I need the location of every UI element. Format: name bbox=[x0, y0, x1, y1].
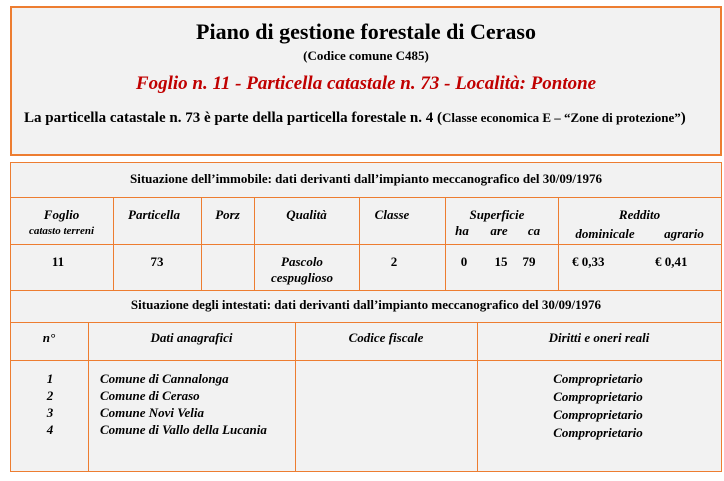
intestati-row-4-n: 4 bbox=[46, 422, 54, 437]
col-superficie: Superficie bbox=[469, 207, 525, 222]
parcel-description bbox=[24, 108, 704, 128]
col-dati-anagrafici: Dati anagrafici bbox=[150, 330, 233, 345]
intestati-row-4-nome: Comune di Vallo della Lucania bbox=[100, 422, 267, 437]
row-qualita: Pascolo cespuglioso bbox=[270, 254, 334, 285]
col-reddito-agrario: agrario bbox=[664, 226, 704, 241]
intestati-row-3-diritti: Comproprietario bbox=[553, 407, 643, 422]
parcel-subtitle: Foglio n. 11 - Particella catastale n. 73 - Località: Pontone bbox=[135, 73, 597, 94]
description-end: ) bbox=[680, 110, 686, 126]
intestati-row-4-diritti: Comproprietario bbox=[553, 425, 643, 440]
intestati-row-2-diritti: Comproprietario bbox=[553, 389, 643, 404]
intestati-row-1-nome: Comune di Cannalonga bbox=[100, 371, 229, 386]
intestati-row-3-n: 3 bbox=[46, 405, 54, 420]
row-dominicale: € 0,33 bbox=[572, 254, 605, 269]
col-reddito: Reddito bbox=[618, 207, 661, 222]
col-particella: Particella bbox=[128, 207, 180, 222]
description-main: La particella catastale n. 73 è parte della particella forestale n. 4 ( bbox=[24, 110, 442, 126]
intestati-row-2-nome: Comune di Ceraso bbox=[100, 388, 200, 403]
document-title: Piano di gestione forestale di Ceraso bbox=[196, 19, 536, 44]
row-foglio: 11 bbox=[51, 254, 65, 269]
row-particella: 73 bbox=[150, 254, 164, 269]
col-porz: Porz bbox=[215, 207, 240, 222]
col-foglio-sub-text: catasto terreni bbox=[28, 225, 95, 237]
intestati-section-title: Situazione degli intestati: dati derivanti dall’impianto meccanografico del 30/09/1976 bbox=[130, 297, 602, 312]
col-codice-fiscale: Codice fiscale bbox=[348, 330, 424, 345]
row-ca: 79 bbox=[522, 254, 536, 269]
description-class: Classe economica E – “Zone di protezione” bbox=[441, 110, 681, 125]
col-superficie-ha: ha bbox=[455, 223, 469, 238]
immobile-section-title: Situazione dell’immobile: dati derivanti dall’impianto meccanografico del 30/09/1976 bbox=[130, 171, 602, 186]
row-classe: 2 bbox=[390, 254, 398, 269]
intestati-row-3-nome: Comune Novi Velia bbox=[100, 405, 205, 420]
col-diritti: Diritti e oneri reali bbox=[548, 330, 650, 345]
row-are: 15 bbox=[494, 254, 508, 269]
intestati-row-1-diritti: Comproprietario bbox=[553, 371, 643, 386]
col-superficie-ca: ca bbox=[527, 223, 541, 238]
row-ha: 0 bbox=[460, 254, 468, 269]
col-foglio: Foglio bbox=[43, 207, 80, 222]
col-superficie-are: are bbox=[490, 223, 508, 238]
header-panel bbox=[10, 6, 722, 156]
intestati-row-1-n: 1 bbox=[46, 371, 54, 386]
col-n: n° bbox=[42, 330, 56, 345]
col-qualita: Qualità bbox=[286, 207, 327, 222]
col-foglio-sub bbox=[10, 223, 113, 239]
row-agrario: € 0,41 bbox=[655, 254, 688, 269]
comune-code: (Codice comune C485) bbox=[303, 48, 429, 63]
col-classe: Classe bbox=[374, 207, 410, 222]
intestati-row-2-n: 2 bbox=[46, 388, 54, 403]
col-reddito-dominicale: dominicale bbox=[575, 226, 635, 241]
